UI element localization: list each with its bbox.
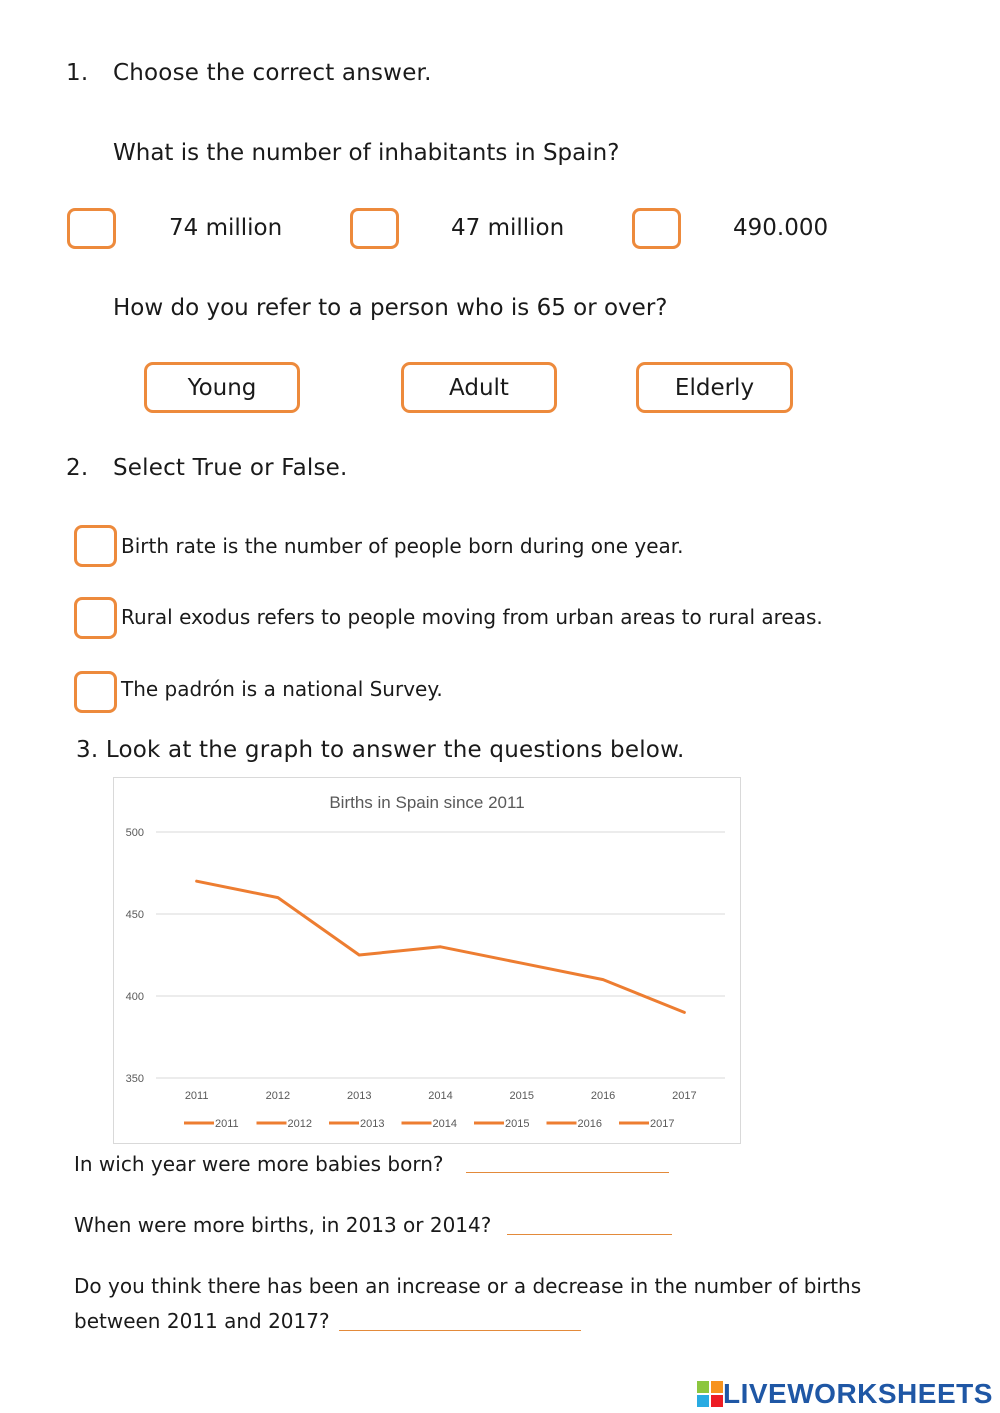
option-button-young[interactable]: Young <box>144 362 300 413</box>
liveworksheets-logo-icon <box>697 1381 723 1407</box>
legend-label: 2011 <box>215 1118 239 1130</box>
true-false-checkbox-2[interactable] <box>74 597 117 639</box>
option-label-47-million: 47 million <box>451 215 565 241</box>
q3-question-2: When were more births, in 2013 or 2014? <box>74 1213 492 1237</box>
y-tick-label: 350 <box>125 1073 144 1085</box>
q1-title: Choose the correct answer. <box>113 60 432 86</box>
option-label-74-million: 74 million <box>169 215 283 241</box>
y-tick-label: 450 <box>125 909 144 921</box>
legend-label: 2013 <box>360 1118 385 1130</box>
q1-question-b: How do you refer to a person who is 65 or over? <box>113 295 668 321</box>
option-checkbox-74-million[interactable] <box>67 208 116 249</box>
y-tick-label: 500 <box>125 827 144 839</box>
answer-blank-2[interactable] <box>507 1234 672 1235</box>
liveworksheets-logo <box>697 1376 993 1412</box>
q3-question-3-line2: between 2011 and 2017? <box>74 1309 330 1333</box>
y-tick-label: 400 <box>125 991 144 1003</box>
statement-3: The padrón is a national Survey. <box>121 677 443 701</box>
option-button-adult[interactable]: Adult <box>401 362 557 413</box>
answer-blank-3[interactable] <box>339 1330 581 1331</box>
x-tick-label: 2016 <box>590 1090 616 1102</box>
q3-question-1: In wich year were more babies born? <box>74 1152 444 1176</box>
q2-number: 2. <box>66 455 89 481</box>
births-chart <box>113 777 741 1144</box>
q3-title: 3. Look at the graph to answer the questions below. <box>76 737 685 763</box>
legend-label: 2014 <box>432 1118 457 1130</box>
legend-label: 2012 <box>287 1118 312 1130</box>
option-checkbox-490000[interactable] <box>632 208 681 249</box>
legend-label: 2017 <box>650 1118 675 1130</box>
x-tick-label: 2015 <box>509 1090 535 1102</box>
x-tick-label: 2011 <box>184 1090 209 1102</box>
x-tick-label: 2017 <box>672 1090 697 1102</box>
legend-label: 2016 <box>577 1118 602 1130</box>
logo-text: LIVEWORKSHEETS <box>723 1378 993 1409</box>
answer-blank-1[interactable] <box>466 1172 669 1173</box>
option-label-490000: 490.000 <box>733 215 829 241</box>
statement-2: Rural exodus refers to people moving from urban areas to rural areas. <box>121 605 823 629</box>
q1-question-a: What is the number of inhabitants in Spain? <box>113 140 620 166</box>
statement-1: Birth rate is the number of people born during one year. <box>121 534 684 558</box>
chart-title: Births in Spain since 2011 <box>329 793 525 812</box>
true-false-checkbox-3[interactable] <box>74 671 117 713</box>
births-chart-svg <box>114 778 740 1143</box>
q3-question-3-line1: Do you think there has been an increase or a decrease in the number of births <box>74 1274 862 1298</box>
option-checkbox-47-million[interactable] <box>350 208 399 249</box>
q1-number: 1. <box>66 60 89 86</box>
option-button-elderly[interactable]: Elderly <box>636 362 793 413</box>
true-false-checkbox-1[interactable] <box>74 525 117 567</box>
x-tick-label: 2014 <box>428 1090 453 1102</box>
q2-title: Select True or False. <box>113 455 348 481</box>
x-tick-label: 2012 <box>265 1090 291 1102</box>
x-tick-label: 2013 <box>346 1090 372 1102</box>
legend-label: 2015 <box>505 1118 530 1130</box>
